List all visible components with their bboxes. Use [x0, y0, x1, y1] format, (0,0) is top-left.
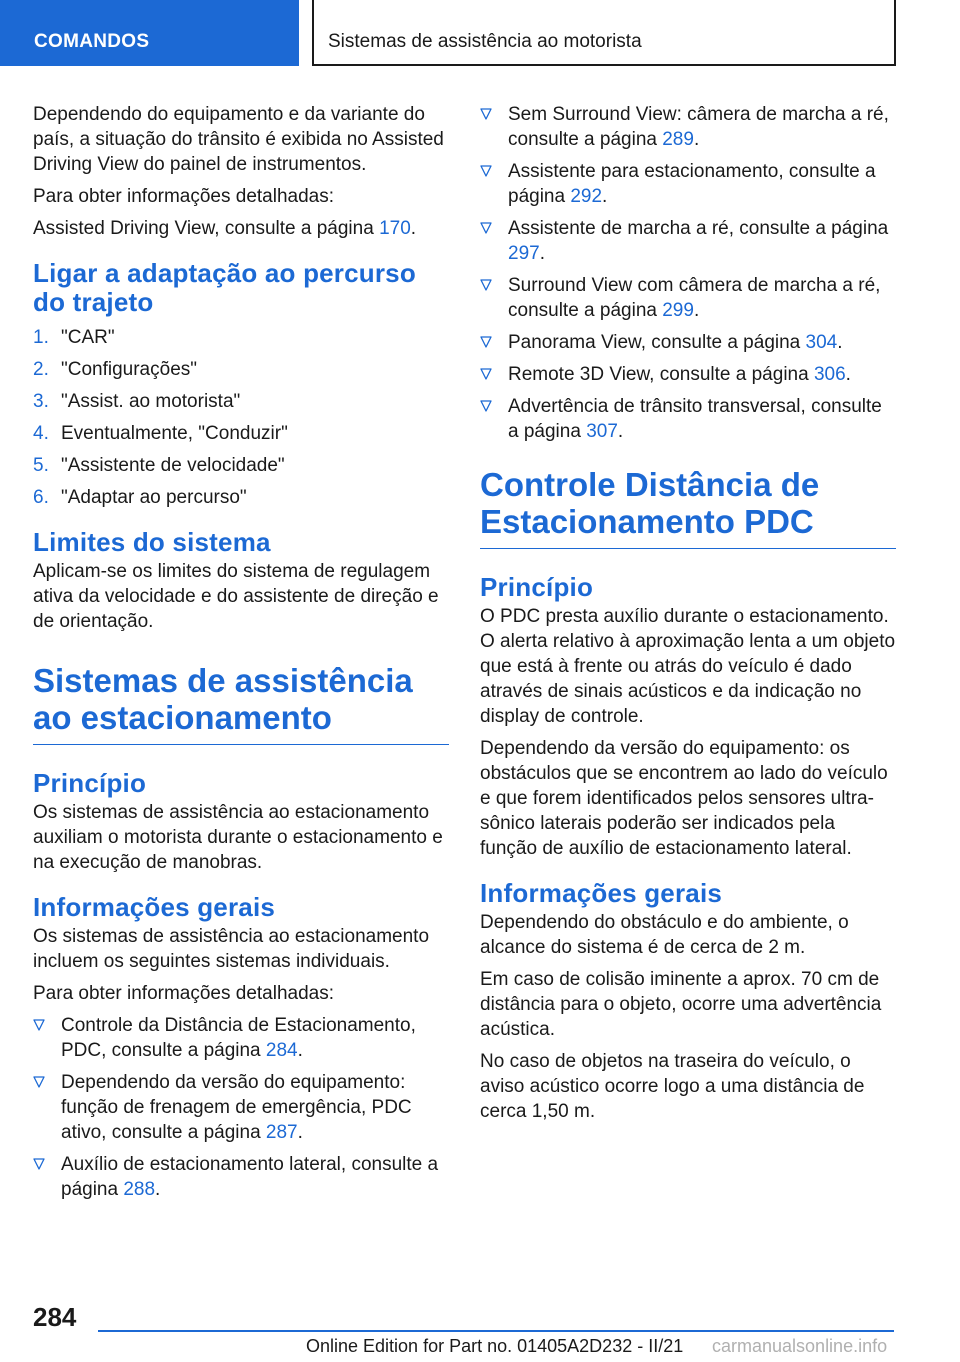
bullet-item: Auxílio de estacionamento lateral, consulte a página 288. — [33, 1152, 449, 1202]
bullet-item: Assistente para estacionamento, consulte a página 292. — [480, 159, 896, 209]
step-number: 5. — [33, 455, 49, 476]
triangle-bullet-icon — [33, 1076, 45, 1088]
bullet-list — [480, 102, 896, 444]
heading-info-gerais: Informações gerais — [480, 878, 723, 908]
paragraph: Os sistemas de assistência ao estacionamento incluem os seguintes sistemas individuais. — [33, 926, 430, 972]
page-link[interactable]: 297 — [508, 243, 540, 264]
heading-principio: Princípio — [480, 572, 594, 602]
page-link[interactable]: 287 — [265, 1122, 298, 1143]
heading-limites: Limites do sistema — [33, 527, 271, 557]
triangle-bullet-icon — [480, 279, 492, 291]
paragraph: Para obter informações detalhadas: — [33, 186, 335, 207]
right-column — [480, 102, 896, 1131]
triangle-bullet-icon — [480, 108, 492, 120]
paragraph: Em caso de colisão iminente a aprox. 70 cm de distância para o objeto, ocorre uma advertência acústica. — [480, 969, 882, 1040]
bullet-item: Dependendo da versão do equipamento: função de frenagem de emergência, PDC ativo, consulte a página 287. — [33, 1070, 449, 1145]
bullet-text: Surround View com câmera de marcha a ré, consulte a página — [508, 275, 881, 321]
steps-list — [33, 325, 449, 510]
chapter-title: Sistemas de assistência ao motorista — [312, 0, 896, 66]
bullet-item: Assistente de marcha a ré, consulte a página 297. — [480, 216, 896, 266]
step-text: "CAR" — [61, 327, 115, 348]
left-column — [33, 102, 449, 1209]
paragraph: O PDC presta auxílio durante o estacionamento. O alerta relativo à aproximação lenta a um objeto que está à frente ou atrás do veículo é dado através de sinais acústicos e da indicação no display de controle. — [480, 606, 896, 727]
triangle-bullet-icon — [480, 400, 492, 412]
step-item — [33, 357, 449, 382]
heading-info-gerais: Informações gerais — [33, 892, 276, 922]
edition-text: Online Edition for Part no. 01405A2D232 - II/21 — [306, 1336, 684, 1356]
paragraph: Dependendo do obstáculo e do ambiente, o alcance do sistema é de cerca de 2 m. — [480, 912, 849, 958]
triangle-bullet-icon — [480, 222, 492, 234]
bullet-item: Controle da Distância de Estacionamento, PDC, consulte a página 284. — [33, 1013, 449, 1063]
page-link[interactable]: 304 — [805, 332, 838, 353]
triangle-bullet-icon — [480, 336, 492, 348]
page-link[interactable]: 306 — [813, 364, 846, 385]
section-tab: COMANDOS — [0, 0, 299, 66]
page-link[interactable]: 292 — [570, 186, 603, 207]
step-number: 3. — [33, 391, 49, 412]
paragraph: Os sistemas de assistência ao estacionamento auxiliam o motorista durante o estacionamento e na execução de manobras. — [33, 802, 443, 873]
paragraph: Para obter informações detalhadas: — [33, 983, 335, 1004]
bullet-text: Sem Surround View: câmera de marcha a ré, consulte a página — [508, 104, 889, 150]
heading-principio: Princípio — [33, 768, 147, 798]
bullet-item: Remote 3D View, consulte a página 306. — [480, 362, 896, 387]
paragraph: Dependendo da versão do equipamento: os obstáculos que se encontrem ao lado do veículo e que forem identificados pelos sensores ultra-sônico laterais poderão ser indicados pela função de auxílio de estacionamento lateral. — [480, 738, 888, 859]
step-text: "Adaptar ao percurso" — [61, 487, 247, 508]
page-link[interactable]: 170 — [379, 218, 411, 239]
page-link[interactable]: 307 — [586, 421, 618, 442]
bullet-item: Advertência de trânsito transversal, consulte a página 307. — [480, 394, 896, 444]
watermark: carmanualsonline.info — [712, 1336, 888, 1356]
step-number: 1. — [33, 327, 49, 348]
page-number: 284 — [33, 1302, 77, 1332]
step-number: 4. — [33, 423, 49, 444]
bullet-list — [33, 1013, 449, 1202]
bullet-text: Assistente de marcha a ré, consulte a página — [508, 218, 889, 239]
footer-divider — [98, 1330, 894, 1332]
bullet-text: Controle da Distância de Estacionamento, PDC, consulte a página — [61, 1015, 416, 1061]
bullet-item: Surround View com câmera de marcha a ré, consulte a página 299. — [480, 273, 896, 323]
triangle-bullet-icon — [33, 1158, 45, 1170]
step-number: 2. — [33, 359, 49, 380]
step-text: "Assistente de velocidade" — [61, 455, 285, 476]
triangle-bullet-icon — [480, 165, 492, 177]
step-text: "Assist. ao motorista" — [61, 391, 241, 412]
paragraph: Dependendo do equipamento e da variante do país, a situação do trânsito é exibida no Assisted Driving View do painel de instrumentos. — [33, 104, 444, 175]
bullet-text: Panorama View, consulte a página — [508, 332, 806, 353]
page-link[interactable]: 288 — [123, 1179, 156, 1200]
step-item — [33, 453, 449, 478]
paragraph: Aplicam-se os limites do sistema de regulagem ativa da velocidade e do assistente de direção e de orientação. — [33, 561, 439, 632]
bullet-text: Dependendo da versão do equipamento: função de frenagem de emergência, PDC ativo, consulte a página — [61, 1072, 412, 1143]
heading-sistemas-estacionamento: Sistemas de assistência ao estacionamento — [33, 662, 449, 745]
bullet-text: Advertência de trânsito transversal, consulte a página — [508, 396, 882, 442]
step-item — [33, 389, 449, 414]
paragraph: No caso de objetos na traseira do veículo, o aviso acústico ocorre logo a uma distância de cerca 1,50 m. — [480, 1051, 865, 1122]
bullet-text: Assistente para estacionamento, consulte a página — [508, 161, 876, 207]
heading-pdc: Controle Distância de Estacionamento PDC — [480, 466, 896, 549]
step-text: Eventualmente, "Conduzir" — [61, 423, 288, 444]
step-text: "Configurações" — [61, 359, 198, 380]
triangle-bullet-icon — [480, 368, 492, 380]
page-link[interactable]: 289 — [662, 129, 694, 150]
page-link[interactable]: 299 — [662, 300, 694, 321]
heading-ligar: Ligar a adaptação ao percurso do trajeto — [33, 258, 416, 317]
bullet-text: Auxílio de estacionamento lateral, consulte a página — [61, 1154, 439, 1200]
bullet-item: Sem Surround View: câmera de marcha a ré, consulte a página 289. — [480, 102, 896, 152]
bullet-text: Remote 3D View, consulte a página — [508, 364, 814, 385]
page-header — [0, 0, 960, 66]
triangle-bullet-icon — [33, 1019, 45, 1031]
page-link[interactable]: 284 — [265, 1040, 298, 1061]
bullet-item: Panorama View, consulte a página 304. — [480, 330, 896, 355]
step-number: 6. — [33, 487, 49, 508]
step-item — [33, 325, 449, 350]
step-item — [33, 485, 449, 510]
paragraph-ref: Assisted Driving View, consulte a página 170. — [33, 218, 417, 239]
step-item — [33, 421, 449, 446]
